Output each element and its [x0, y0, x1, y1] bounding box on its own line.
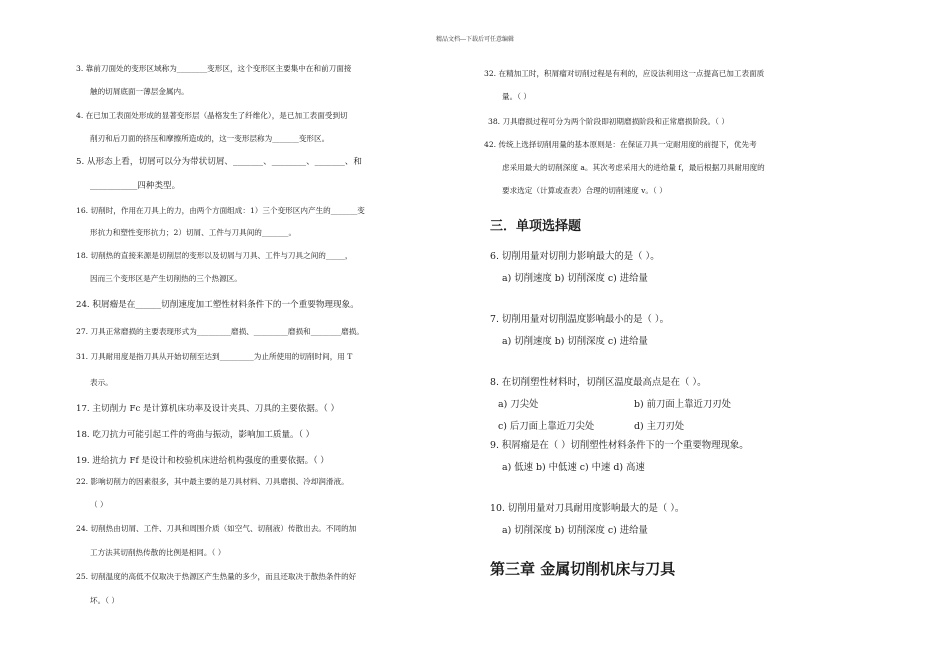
left-text-line: 18. 切削热的直接来源是切削层的变形以及切屑与刀具、工件与刀具之间的_____， — [76, 251, 353, 260]
right-text-line: 9. 积屑瘤是在（ ）切削塑性材料条件下的一个重要物理现象。 — [490, 440, 749, 451]
right-text-line: c) 后刀面上靠近刀尖处 — [498, 421, 595, 432]
left-text-line: 17. 主切削力 Fc 是计算机床功率及设计夹具、刀具的主要依据。（ ） — [76, 404, 340, 414]
left-text-line: 25. 切削温度的高低不仅取决于热源区产生热量的多少，而且还取决于散热条件的好 — [76, 572, 357, 581]
right-text-line: 8. 在切削塑性材料时，切削区温度最高点是在（ ）。 — [490, 377, 707, 388]
right-text-line: a) 切削速度 b) 切削深度 c) 进给量 — [502, 336, 648, 347]
right-text-line: 第三章 金属切削机床与刀具 — [490, 560, 676, 578]
page-header: 精品文档---下载后可任意编辑 — [435, 36, 515, 43]
right-text-line: a) 切削深度 b) 切削深度 c) 进给量 — [502, 525, 648, 536]
left-text-line: 因而三个变形区是产生切削热的三个热源区。 — [90, 274, 242, 283]
right-text-line: 6. 切削用量对切削力影响最大的是（ ）。 — [490, 251, 660, 262]
left-text-line: 3. 靠前刀面处的变形区域称为________变形区，这个变形区主要集中在和前刀面接 — [76, 64, 352, 73]
left-text-line: 5. 从形态上看，切屑可以分为带状切屑、_______、________、_______、和 — [76, 157, 362, 167]
right-text-line: a) 刀尖处 — [498, 399, 539, 410]
right-text-line: 要求选定（计算或查表）合理的切削速度 v。（ ） — [502, 186, 667, 195]
right-text-line: b) 前刀面上靠近刀刃处 — [634, 399, 732, 410]
left-text-line: 22. 影响切削力的因素很多，其中最主要的是刀具材料、刀具磨损、冷却润滑液。 — [76, 477, 349, 486]
left-text-line: 31. 刀具耐用度是指刀具从开始切削至达到_________为止所使用的切削时间，用 T — [76, 352, 353, 361]
right-text-line: d) 主刀刃处 — [634, 421, 685, 432]
left-text-line: 形抗力和塑性变形抗力；2）切屑、工件与刀具间的_______。 — [90, 228, 297, 237]
left-text-line: 19. 进给抗力 Ff 是设计和校验机床进给机构强度的重要依据。（ ） — [76, 456, 329, 466]
left-text-line: 表示。 — [90, 378, 113, 387]
right-text-line: 虑采用最大的切削深度 a。其次考虑采用大的进给量 f，最后根据刀具耐用度的 — [502, 163, 765, 172]
right-text-line: 7. 切削用量对切削温度影响最小的是（ ）。 — [490, 314, 669, 325]
left-text-line: 坏。（ ） — [90, 596, 119, 605]
left-text-line: 18. 吃刀抗力可能引起工件的弯曲与振动，影响加工质量。（ ） — [76, 430, 315, 440]
left-text-line: （ ） — [90, 500, 108, 509]
left-text-line: 24. 切削热由切屑、工件、刀具和周围介质（如空气、切削液）传散出去。不同的加 — [76, 524, 357, 533]
left-text-line: 触的切屑底面一薄层金属内。 — [90, 87, 189, 96]
right-text-line: a) 低速 b) 中低速 c) 中速 d) 高速 — [502, 462, 645, 473]
left-text-line: 16. 切削时，作用在刀具上的力，由两个方面组成：1）三个变形区内产生的_______变 — [76, 206, 365, 215]
right-text-line: 32. 在精加工时，积屑瘤对切削过程是有利的，应设法利用这一点提高已加工表面质 — [484, 69, 765, 78]
left-text-line: 削刃和后刀面的挤压和摩擦所造成的，这一变形层称为_______变形区。 — [90, 134, 330, 143]
right-text-line: 42. 传统上选择切削用量的基本原则是：在保证刀具一定耐用度的前提下，优先考 — [484, 140, 757, 149]
right-text-line: 三．单项选择题 — [490, 219, 582, 234]
left-text-line: 24. 积屑瘤是在______切削速度加工塑性材料条件下的一个重要物理现象。 — [76, 300, 359, 310]
right-text-line: 38. 刀具磨损过程可分为两个阶段即初期磨损阶段和正常磨损阶段。（ ） — [488, 117, 729, 126]
left-text-line: 4. 在已加工表面处形成的显著变形层（晶格发生了纤维化），是已加工表面受到切 — [76, 111, 348, 120]
right-text-line: a) 切削速度 b) 切削深度 c) 进给量 — [502, 273, 648, 284]
left-text-line: ___________四种类型。 — [90, 181, 181, 191]
left-text-line: 27. 刀具正常磨损的主要表现形式为_________磨损、_________磨损和________磨损。 — [76, 327, 364, 336]
right-text-line: 10. 切削用量对刀具耐用度影响最大的是（ ）。 — [490, 503, 685, 514]
left-text-line: 工方法其切削热传散的比例是相同。（ ） — [90, 548, 226, 557]
right-text-line: 量。（ ） — [502, 92, 531, 101]
